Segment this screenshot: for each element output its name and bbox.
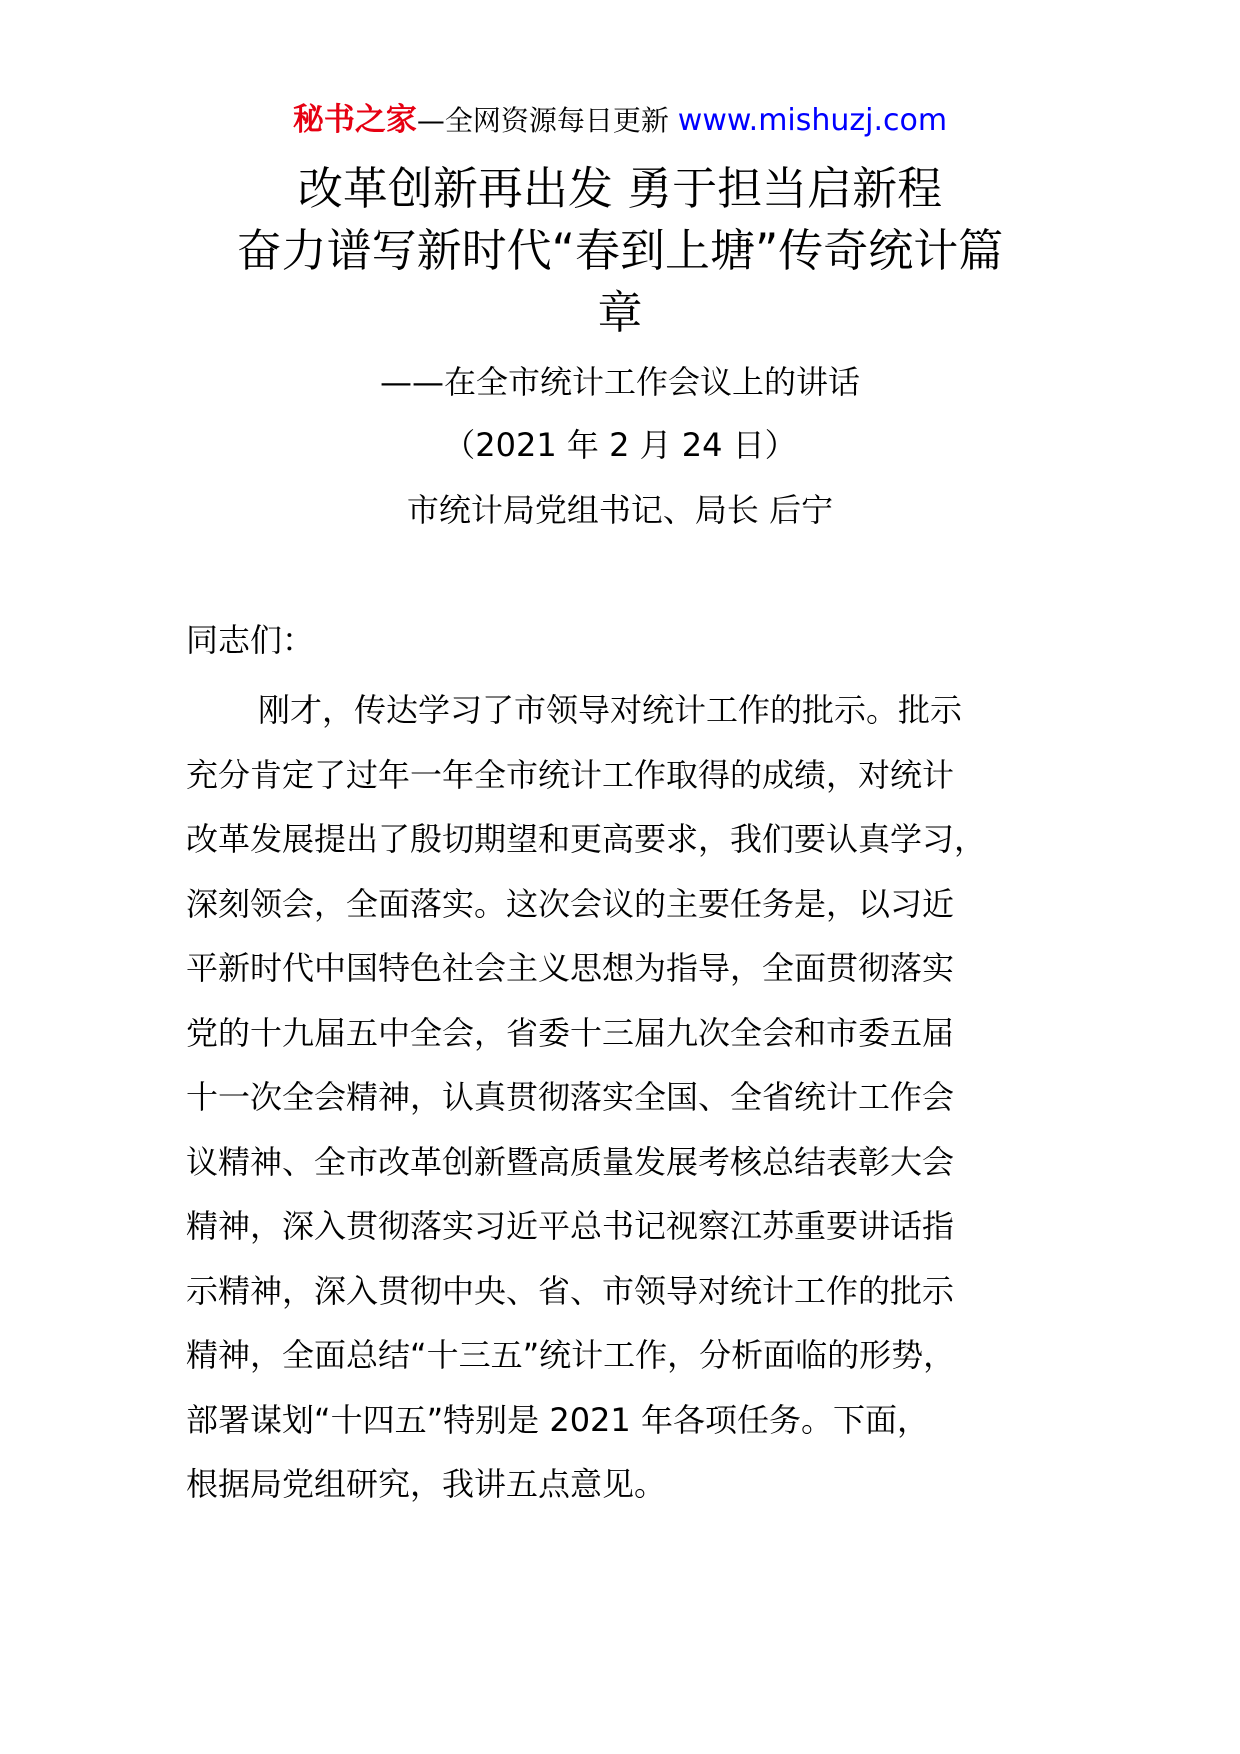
body-line: 党的十九届五中全会，省委十三届九次全会和市委五届 [186, 1013, 955, 1052]
body-line: 深刻领会，全面落实。这次会议的主要任务是，以习近 [186, 884, 955, 923]
body-line: 十一次全会精神，认真贯彻落实全国、全省统计工作会 [186, 1078, 955, 1116]
title-line-2: 奋力谱写新时代“春到上塘”传奇统计篇 [236, 224, 1004, 277]
body-line: 根据局党组研究，我讲五点意见。 [186, 1465, 667, 1503]
title-line-3: 章 [597, 286, 643, 339]
body-line: 示精神，深入贯彻中央、省、市领导对统计工作的批示 [186, 1271, 955, 1310]
document-subtitle: ——在全市统计工作会议上的讲话 [379, 363, 860, 401]
title-line-1: 改革创新再出发 勇于担当启新程 [297, 162, 943, 215]
greeting: 同志们： [186, 621, 315, 659]
document-title [190, 158, 1050, 344]
brand-name: 秘书之家 [292, 102, 417, 138]
body-line: 精神，全面总结“十三五”统计工作，分析面临的形势， [186, 1336, 956, 1374]
speaker-info: 市统计局党组书记、局长 后宁 [406, 491, 834, 529]
speech-date: （2021 年 2 月 24 日） [443, 426, 797, 464]
body-line: 改革发展提出了殷切期望和更高要求，我们要认真学习， [186, 820, 987, 858]
body-line: 部署谋划“十四五”特别是 2021 年各项任务。下面， [186, 1400, 929, 1439]
body-paragraph [186, 678, 1086, 1517]
body-line: 刚才，传达学习了市领导对统计工作的批示。批示 [258, 691, 963, 729]
body-line: 精神，深入贯彻落实习近平总书记视察江苏重要讲话指 [186, 1207, 955, 1245]
body-line: 议精神、全市改革创新暨高质量发展考核总结表彰大会 [186, 1142, 955, 1181]
site-header [0, 100, 1240, 141]
body-line: 平新时代中国特色社会主义思想为指导，全面贯彻落实 [186, 949, 955, 987]
body-line: 充分肯定了过年一年全市统计工作取得的成绩，对统计 [186, 755, 955, 794]
site-slogan: —全网资源每日更新 [416, 104, 678, 137]
site-url-link[interactable]: www.mishuzj.com [677, 103, 948, 138]
